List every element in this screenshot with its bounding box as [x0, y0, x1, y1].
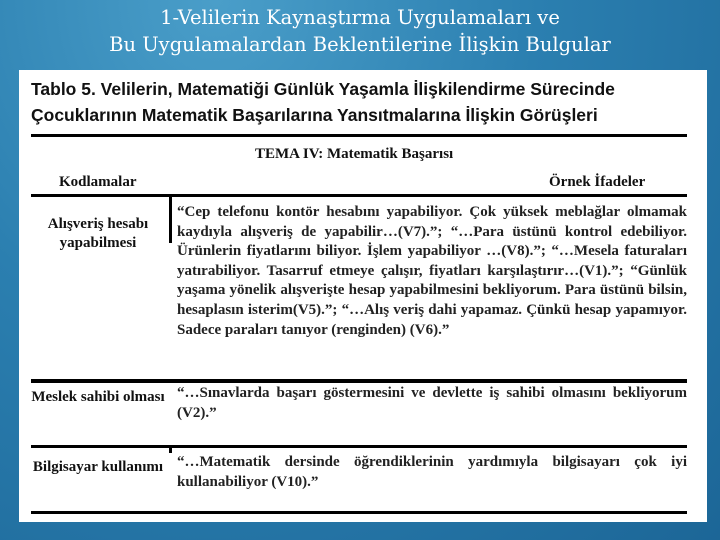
column-divider-1 — [169, 197, 172, 243]
table-top-rule — [31, 134, 687, 137]
table-bottom-rule — [31, 511, 687, 514]
row-2-quote: “…Sınavlarda başarı göstermesini ve devlette iş sahibi olmasını bekliyorum (V2).” — [177, 385, 687, 421]
header-rule — [31, 194, 687, 197]
slide-title-line-2: Bu Uygulamalardan Beklentilerine İlişkin Bulgular — [109, 33, 611, 56]
row-1-rule — [31, 379, 687, 383]
column-divider-2 — [169, 445, 172, 453]
row-1-code: Alışveriş hesabı yapabilmesi — [47, 216, 149, 251]
row-1-quote: “Cep telefonu kontör hesabını yapabiliyor. Çok yüksek meblağlar olmamak kaydıyla alışveriş de yapabilir…(V7).”; “…Para üstünü kontrol edebiliyor. Ürünlerin fiyatlarını biliyor. İşlem yapabiliyor …(V8).”; “…Mesela faturaları yatırabiliyor. Tasarruf etmeye çalışır, fiyatları karşılaştırır…(V1).”; “Günlük yaşama yönelik alışverişte hesap yapabilmesini bekliyorum. Para üstünü bilsin, hesaplasın isterim(V5).”; “…Alış veriş dahi yapamaz. Çünkü hesap yapamıyor. Sadece paraları tanıyor (renginden) (V6).” — [177, 204, 687, 338]
slide-title — [0, 4, 720, 58]
slide-title-line-1: 1-Velilerin Kaynaştırma Uygulamaları ve — [160, 6, 560, 29]
row-2-rule — [31, 445, 687, 448]
table-panel — [19, 70, 707, 522]
table-title: Tablo 5. Velilerin, Matematiği Günlük Yaşamla İlişkilendirme Sürecinde Çocuklarının Matematik Başarılarına Yansıtmalarına İlişkin Görüşleri — [31, 79, 615, 125]
row-3-code: Bilgisayar kullanımı — [32, 459, 164, 475]
column-header-codes: Kodlamalar — [59, 174, 137, 190]
row-3-quote: “…Matematik dersinde öğrendiklerinin yardımıyla bilgisayarı çok iyi kullanabiliyor (V10).” — [177, 454, 687, 490]
row-2-code: Meslek sahibi olması — [31, 389, 165, 405]
theme-heading: TEMA IV: Matematik Başarısı — [255, 146, 454, 162]
column-header-examples: Örnek İfadeler — [549, 174, 646, 190]
